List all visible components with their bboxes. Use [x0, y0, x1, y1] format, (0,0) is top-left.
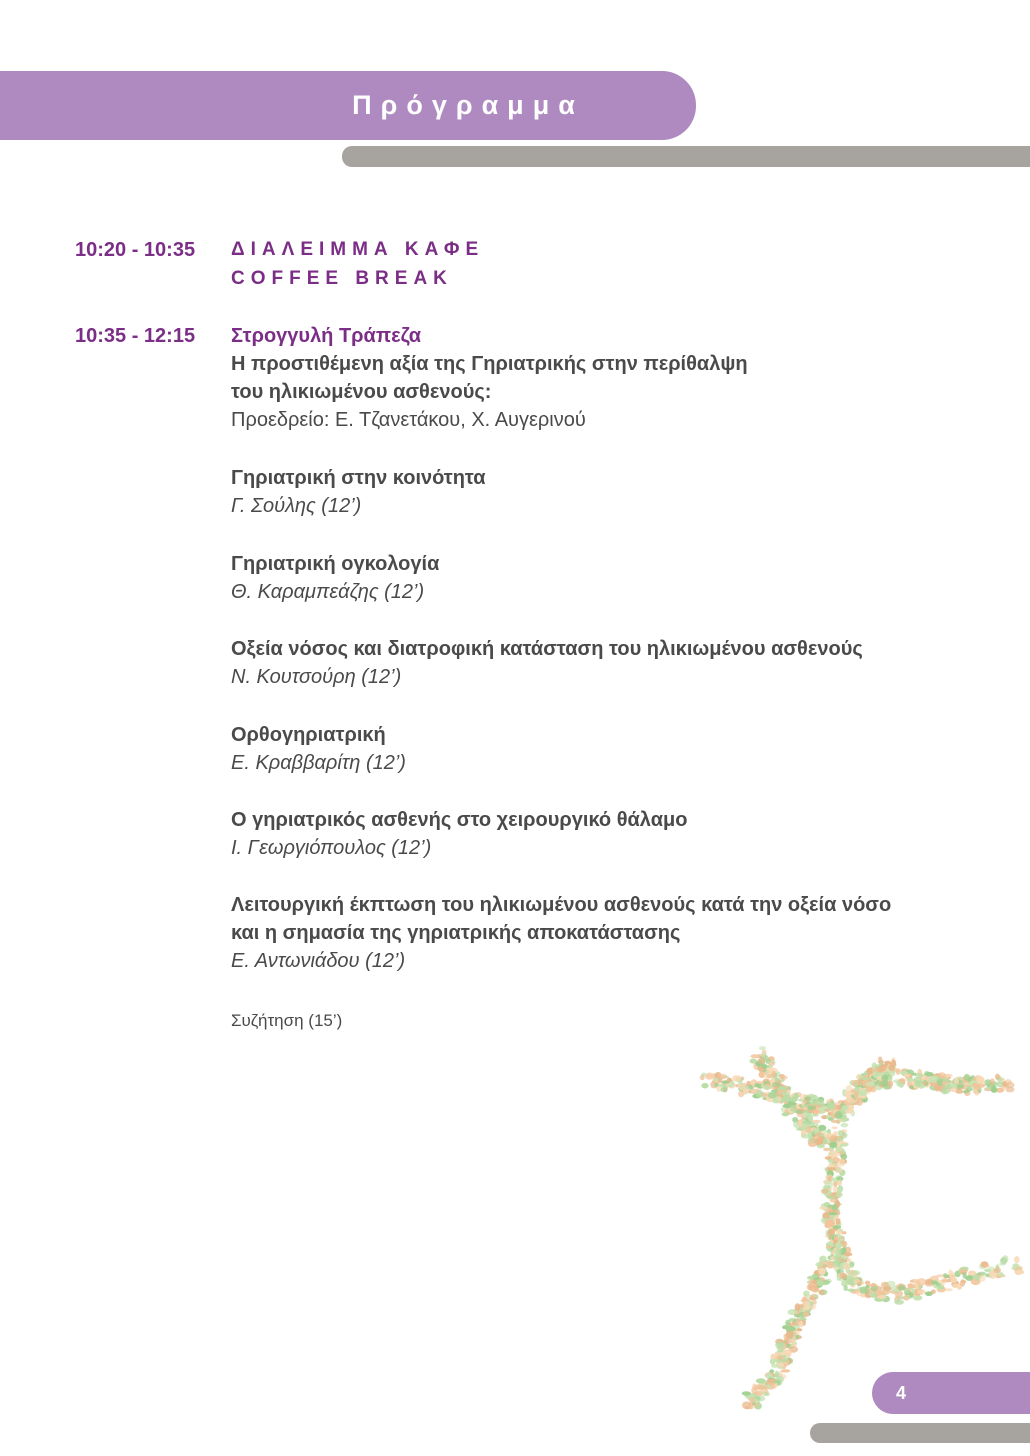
mosaic-leaf [717, 1074, 727, 1080]
mosaic-leaf [938, 1285, 944, 1289]
mosaic-leaf [777, 1090, 786, 1093]
mosaic-leaf [742, 1401, 751, 1409]
mosaic-leaf [909, 1292, 914, 1297]
mosaic-leaf [805, 1305, 810, 1311]
discussion-label: Συζήτηση (15’) [231, 1011, 343, 1030]
talk-speaker: Ε. Αντωνιάδου (12’) [231, 950, 406, 972]
mosaic-leaf [759, 1046, 766, 1050]
mosaic-leaf [772, 1071, 776, 1078]
mosaic-leaf [735, 1084, 739, 1087]
mosaic-leaf [842, 1231, 847, 1234]
mosaic-leaf [761, 1053, 765, 1058]
discussion-item [231, 1007, 991, 1035]
mosaic-leaf [781, 1076, 787, 1080]
talk-title: Ο γηριατρικός ασθενής στο χειρουργικό θάλαμο [231, 809, 688, 831]
mosaic-leaf [851, 1270, 861, 1275]
mosaic-leaf [815, 1099, 824, 1106]
mosaic-leaf [795, 1303, 801, 1311]
mosaic-leaf [755, 1396, 765, 1402]
mosaic-leaf [721, 1087, 728, 1092]
mosaic-leaf [881, 1080, 889, 1087]
mosaic-leaf [826, 1261, 833, 1269]
talk-item [231, 550, 991, 606]
talk-title: Γηριατρική στην κοινότητα [231, 467, 486, 489]
mosaic-leaf [829, 1142, 838, 1148]
mosaic-leaf [953, 1078, 959, 1084]
mosaic-leaf [862, 1077, 870, 1080]
talk-title: Γηριατρική ογκολογία [231, 553, 440, 575]
mosaic-leaf [799, 1321, 804, 1328]
mosaic-leaf [889, 1064, 895, 1071]
mosaic-leaf [834, 1255, 840, 1260]
mosaic-leaf [819, 1206, 829, 1210]
mosaic-leaf [777, 1359, 784, 1363]
mosaic-leaf [899, 1084, 904, 1088]
mosaic-leaf [762, 1085, 772, 1090]
mosaic-leaf [762, 1064, 767, 1069]
talk-speaker: Θ. Καραμπεάζης (12’) [231, 581, 425, 603]
mosaic-leaf [813, 1110, 821, 1114]
mosaic-leaf [990, 1078, 995, 1085]
mosaic-leaf [827, 1195, 836, 1199]
header-divider-bar [342, 146, 1030, 167]
mosaic-leaf [847, 1099, 856, 1104]
mosaic-leaf [811, 1287, 815, 1291]
mosaic-leaf [828, 1117, 833, 1121]
mosaic-leaf [945, 1288, 953, 1291]
mosaic-leaf [792, 1336, 796, 1344]
mosaic-leaf [795, 1110, 803, 1114]
mosaic-leaf [904, 1288, 910, 1294]
talk-item [231, 721, 991, 777]
session-label: Στρογγυλή Τράπεζα [231, 325, 422, 347]
mosaic-leaf [754, 1083, 760, 1087]
talk-title: Ορθογηριατρική [231, 724, 386, 746]
mosaic-leaf [998, 1272, 1004, 1277]
mosaic-leaf [827, 1167, 837, 1171]
mosaic-leaf [1002, 1255, 1009, 1263]
mosaic-leaf [789, 1105, 796, 1112]
mosaic-leaf [840, 1143, 848, 1147]
mosaic-leaf [931, 1290, 936, 1295]
mosaic-leaf [896, 1069, 900, 1075]
mosaic-leaf [768, 1092, 777, 1099]
mosaic-leaf [756, 1090, 764, 1098]
mosaic-leaf [841, 1123, 849, 1128]
page-title: Πρόγραμμα [352, 90, 584, 120]
mosaic-leaf [758, 1057, 765, 1064]
mosaic-leaf [727, 1078, 732, 1082]
mosaic-leaf [732, 1075, 741, 1081]
mosaic-leaf [866, 1081, 875, 1086]
mosaic-leaf [883, 1286, 891, 1291]
mosaic-leaf [829, 1212, 838, 1215]
mosaic-leaf [743, 1088, 749, 1094]
mosaic-leaf [797, 1114, 803, 1118]
mosaic-leaf [894, 1298, 900, 1302]
break-title-english: COFFEE BREAK [231, 268, 453, 289]
mosaic-leaf [750, 1054, 760, 1058]
mosaic-leaf [777, 1096, 781, 1102]
mosaic-leaf [803, 1291, 810, 1297]
mosaic-leaf [782, 1325, 788, 1329]
mosaic-leaf [794, 1093, 799, 1100]
mosaic-leaf [766, 1384, 770, 1388]
mosaic-leaf [917, 1289, 926, 1294]
talk-speaker: Ε. Κραββαρίτη (12’) [231, 752, 406, 774]
talk-item [231, 891, 991, 975]
mosaic-leaf [838, 1130, 843, 1136]
mosaic-leaf [915, 1073, 923, 1078]
mosaic-leaf [984, 1264, 989, 1267]
talk-speaker: Ν. Κουτσούρη (12’) [231, 666, 402, 688]
mosaic-leaf [804, 1096, 811, 1101]
talk-item [231, 635, 991, 691]
mosaic-leaf [840, 1154, 847, 1160]
mosaic-leaf [906, 1078, 913, 1082]
mosaic-leaf [766, 1379, 775, 1382]
mosaic-leaf [754, 1403, 759, 1408]
mosaic-leaf [835, 1167, 840, 1172]
mosaic-leaf [998, 1078, 1004, 1084]
mosaic-leaf [952, 1284, 960, 1288]
mosaic-leaf [963, 1090, 969, 1093]
mosaic-leaf [775, 1342, 784, 1349]
mosaic-leaf [904, 1074, 910, 1077]
mosaic-leaf [833, 1151, 838, 1158]
talk-item [231, 806, 991, 862]
mosaic-leaf [847, 1289, 855, 1292]
mosaic-leaf [835, 1192, 842, 1198]
mosaic-leaf [832, 1126, 838, 1129]
mosaic-leaf [803, 1311, 809, 1317]
mosaic-leaf [785, 1320, 790, 1326]
mosaic-leaf [1014, 1256, 1020, 1263]
session-topic-line1: Η προστιθέμενη αξία της Γηριατρικής στην περίθαλψη [231, 353, 748, 375]
mosaic-leaf [951, 1277, 957, 1283]
mosaic-leaf [818, 1268, 825, 1275]
mosaic-leaf [816, 1279, 823, 1286]
mosaic-leaf [705, 1072, 714, 1080]
mosaic-leaf [859, 1286, 869, 1293]
mosaic-leaf [836, 1218, 841, 1225]
mosaic-leaf [853, 1279, 860, 1284]
mosaic-leaf [841, 1105, 848, 1111]
mosaic-leaf [794, 1314, 799, 1318]
mosaic-leaf [1016, 1270, 1025, 1275]
talk-title: Οξεία νόσος και διατροφική κατάσταση του ηλικιωμένου ασθενούς [231, 638, 863, 660]
mosaic-leaf [942, 1279, 951, 1282]
session-topic-line2: του ηλικιωμένου ασθενούς: [231, 381, 492, 403]
page-number: 4 [896, 1383, 907, 1403]
talk-speaker: Γ. Σούλης (12’) [231, 495, 362, 517]
talk-title-line2: και η σημασία της γηριατρικής αποκατάστασης [231, 922, 681, 944]
mosaic-leaf [871, 1286, 878, 1292]
mosaic-leaf [899, 1078, 906, 1082]
mosaic-leaf [833, 1266, 838, 1270]
mosaic-leaf [854, 1091, 859, 1099]
mosaic-leaf [913, 1295, 922, 1300]
mosaic-leaf [877, 1295, 886, 1299]
mosaic-leaf [769, 1062, 775, 1066]
talk-item [231, 464, 991, 520]
mosaic-leaf [818, 1136, 825, 1140]
mosaic-leaf [948, 1269, 953, 1276]
session-chairs: Προεδρείο: Ε. Τζανετάκου, Χ. Αυγερινού [231, 409, 586, 431]
mosaic-leaf [815, 1262, 823, 1267]
mosaic-leaf [751, 1387, 757, 1394]
mosaic-leaf [811, 1114, 819, 1117]
mosaic-leaf [888, 1080, 893, 1087]
mosaic-leaf [822, 1189, 829, 1194]
mosaic-leaf [933, 1075, 938, 1078]
mosaic-leaf [923, 1082, 927, 1085]
mosaic-leaf [826, 1245, 832, 1248]
mosaic-leaf [915, 1081, 924, 1084]
footer-divider-bar [810, 1423, 1030, 1443]
mosaic-leaf [701, 1083, 708, 1089]
mosaic-leaf [977, 1272, 986, 1276]
mosaic-leaf [823, 1148, 830, 1152]
mosaic-leaf [843, 1263, 850, 1270]
mosaic-leaf [808, 1136, 813, 1140]
mosaic-leaf [756, 1378, 766, 1383]
mosaic-leaf [819, 1290, 825, 1296]
mosaic-leaf [960, 1279, 965, 1286]
mosaic-leaf [762, 1392, 770, 1396]
mosaic-leaf [831, 1250, 835, 1255]
talk-speaker: Ι. Γεωργιόπουλος (12’) [231, 837, 432, 859]
break-title-greek: ΔΙΑΛΕΙΜΜΑ ΚΑΦΕ [231, 239, 485, 260]
mosaic-leaf [869, 1290, 874, 1296]
mosaic-leaf [878, 1057, 882, 1062]
mosaic-leaf [837, 1180, 842, 1186]
mosaic-leaf [746, 1081, 751, 1086]
mosaic-leaf [839, 1273, 847, 1280]
mosaic-leaf [777, 1366, 783, 1370]
mosaic-leaf [805, 1126, 811, 1134]
mosaic-leaf [825, 1219, 835, 1227]
talk-title-line1: Λειτουργική έκπτωση του ηλικιωμένου ασθενούς κατά την οξεία νόσο [231, 894, 892, 916]
mosaic-leaf [809, 1297, 815, 1301]
mosaic-leaf [775, 1371, 780, 1378]
mosaic-leaf [1005, 1087, 1014, 1093]
mosaic-leaf [888, 1076, 892, 1081]
mosaic-leaf [833, 1225, 842, 1229]
mosaic-leaf [771, 1364, 778, 1368]
mosaic-leaf [819, 1256, 826, 1263]
decorative-dancing-figure [690, 1035, 1030, 1415]
mosaic-leaf [742, 1391, 751, 1395]
mosaic-leaf [976, 1076, 984, 1084]
mosaic-leaf [938, 1072, 946, 1078]
time-slot: 10:20 - 10:35 [75, 239, 196, 261]
mosaic-leaf [957, 1085, 964, 1088]
mosaic-leaf [991, 1087, 997, 1093]
time-slot: 10:35 - 12:15 [75, 325, 196, 347]
mosaic-leaf [837, 1247, 842, 1255]
mosaic-leaf [844, 1253, 853, 1257]
mosaic-leaf [960, 1267, 969, 1271]
